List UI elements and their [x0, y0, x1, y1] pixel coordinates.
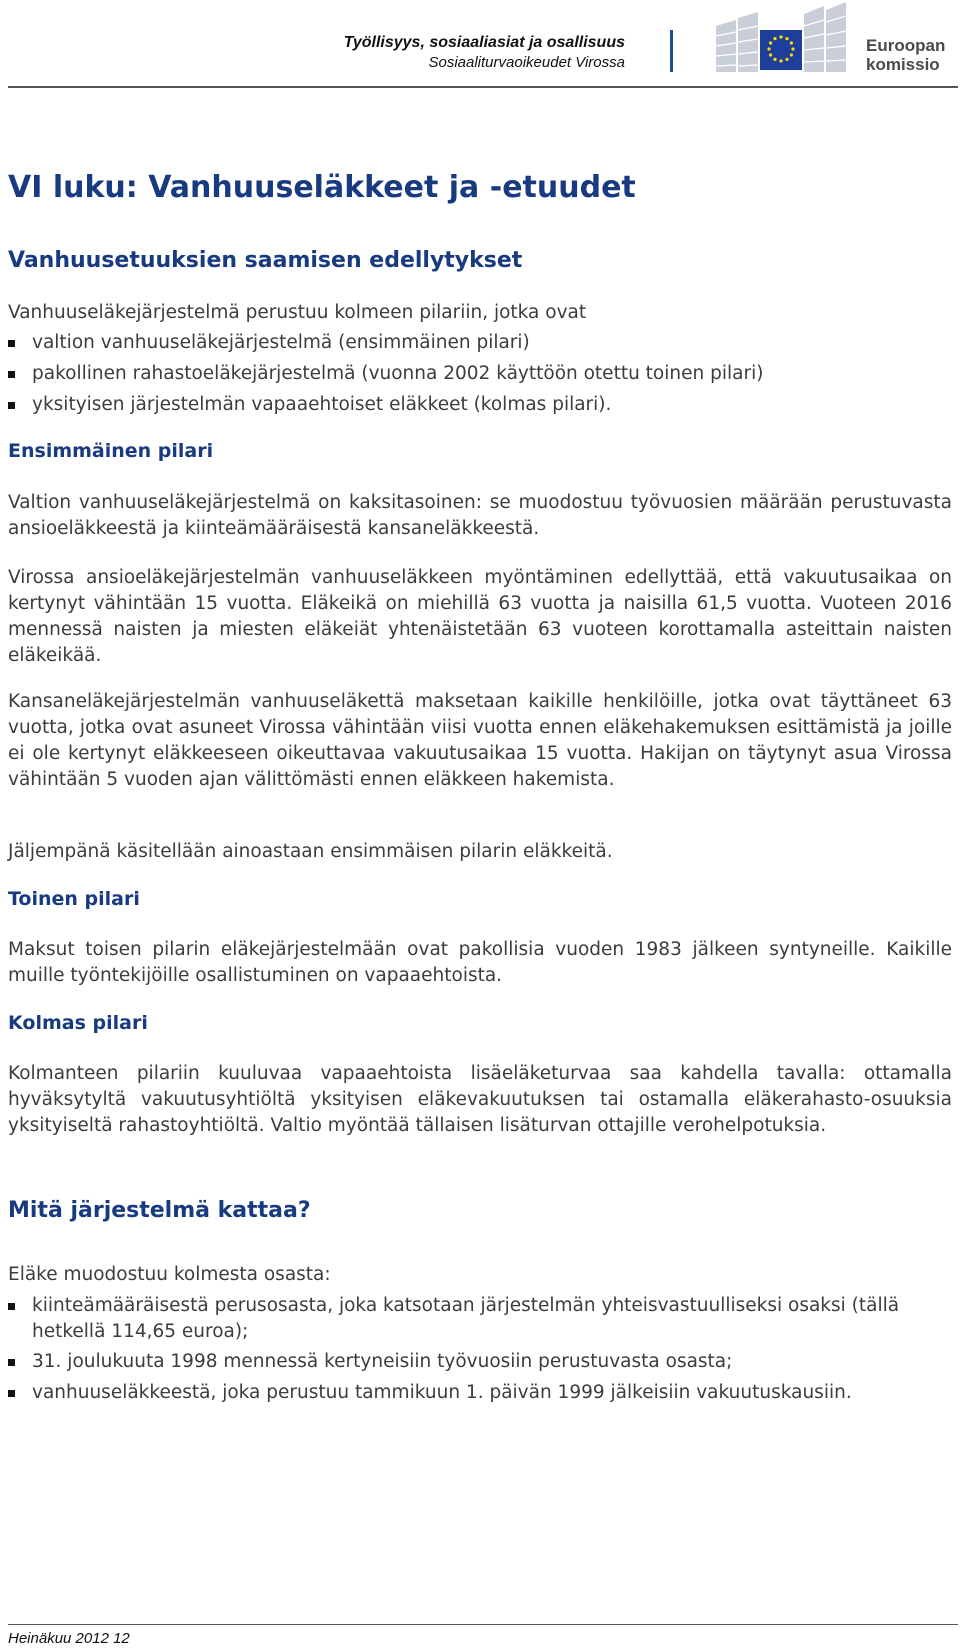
- bullet-square-icon: [8, 1390, 15, 1397]
- bullet-square-icon: [8, 1359, 15, 1366]
- bullet-square-icon: [8, 402, 15, 409]
- paragraph: Kansaneläkejärjestelmän vanhuuseläkettä maksetaan kaikille henkilöille, jotka ovat täyttäneet 63 vuotta, jotka ovat asuneet Virossa vähintään viisi vuotta ennen eläkehakemuksen esittämistä ja joille ei ole kertynyt eläkkeeseen oikeuttavaa vakuutusaikaa 15 vuotta. Hakijan on täytynyt asua Virossa vähintään 5 vuoden ajan välittömästi ennen eläkkeen hakemista.: [8, 691, 952, 790]
- header-rule: [8, 86, 958, 88]
- pillars-intro: Vanhuuseläkejärjestelmä perustuu kolmeen pilariin, jotka ovat: [8, 302, 587, 323]
- commission-logo-text: Euroopan komissio: [866, 36, 946, 74]
- list-item: vanhuuseläkkeestä, joka perustuu tammikuun 1. päivän 1999 jälkeisiin vakuutuskausiin.: [8, 1380, 952, 1406]
- paragraph: Virossa ansioeläkejärjestelmän vanhuuseläkkeen myöntäminen edellyttää, että vakuutusaikaa on kertynyt vähintään 15 vuotta. Eläkeikä on miehillä 63 vuotta ja naisilla 61,5 vuotta. Vuoteen 2016 mennessä naisten ja miesten eläkeiät yhtenäistetään 63 vuoteen korottamalla asteittain naisten eläkeikää.: [8, 567, 952, 666]
- bullet-square-icon: [8, 1303, 15, 1310]
- paragraph: Maksut toisen pilarin eläkejärjestelmään ovat pakollisia vuoden 1983 jälkeen syntyneille. Kaikille muille työntekijöille osallistuminen on vapaaehtoista.: [8, 939, 952, 986]
- page-header: [0, 0, 960, 90]
- list-item: pakollinen rahastoeläkejärjestelmä (vuonna 2002 käyttöön otettu toinen pilari): [8, 361, 952, 387]
- header-text: [344, 33, 625, 73]
- section-heading-conditions: Vanhuusetuuksien saamisen edellytykset: [8, 248, 523, 273]
- page-footer: Heinäkuu 2012 12: [8, 1630, 130, 1647]
- bullet-square-icon: [8, 340, 15, 347]
- heading-third-pillar: Kolmas pilari: [8, 1012, 148, 1034]
- footer-rule: [8, 1624, 958, 1625]
- bullet-square-icon: [8, 371, 15, 378]
- list-item: yksityisen järjestelmän vapaaehtoiset eläkkeet (kolmas pilari).: [8, 392, 952, 418]
- list-item: 31. joulukuuta 1998 mennessä kertyneisiin työvuosiin perustuvasta osasta;: [8, 1349, 952, 1375]
- eu-flag-icon: [712, 2, 850, 72]
- list-item: kiinteämääräisestä perusosasta, joka katsotaan järjestelmän yhteisvastuulliseksi osaksi (tällä hetkellä 114,65 euroa);: [8, 1293, 952, 1345]
- coverage-intro: Eläke muodostuu kolmesta osasta:: [8, 1264, 331, 1285]
- header-department: Työllisyys, sosiaaliasiat ja osallisuus: [343, 34, 625, 51]
- section-heading-coverage: Mitä järjestelmä kattaa?: [8, 1198, 311, 1223]
- heading-first-pillar: Ensimmäinen pilari: [8, 440, 214, 462]
- paragraph: Valtion vanhuuseläkejärjestelmä on kaksitasoinen: se muodostuu työvuosien määrään perustuvasta ansioeläkkeestä ja kiinteämääräisestä kansaneläkkeestä.: [8, 492, 952, 539]
- paragraph: Kolmanteen pilariin kuuluvaa vapaaehtoista lisäeläketurvaa saa kahdella tavalla: ottamalla hyväksytyltä vakuutusyhtiöltä yksityisen eläkevakuutuksen tai ostamalla eläkerahasto-osuuksia yksityiseltä rahastoyhtiöltä. Valtio myöntää tällaisen lisäturvan ottajille verohelpotuksia.: [8, 1063, 952, 1136]
- heading-second-pillar: Toinen pilari: [8, 888, 140, 910]
- header-subtitle: Sosiaaliturvaoikeudet Virossa: [428, 54, 625, 71]
- page-title: VI luku: Vanhuuseläkkeet ja -etuudet: [8, 170, 636, 205]
- paragraph: Jäljempänä käsitellään ainoastaan ensimmäisen pilarin eläkkeitä.: [8, 841, 613, 862]
- list-item: valtion vanhuuseläkejärjestelmä (ensimmäinen pilari): [8, 330, 952, 356]
- header-separator: [670, 30, 673, 72]
